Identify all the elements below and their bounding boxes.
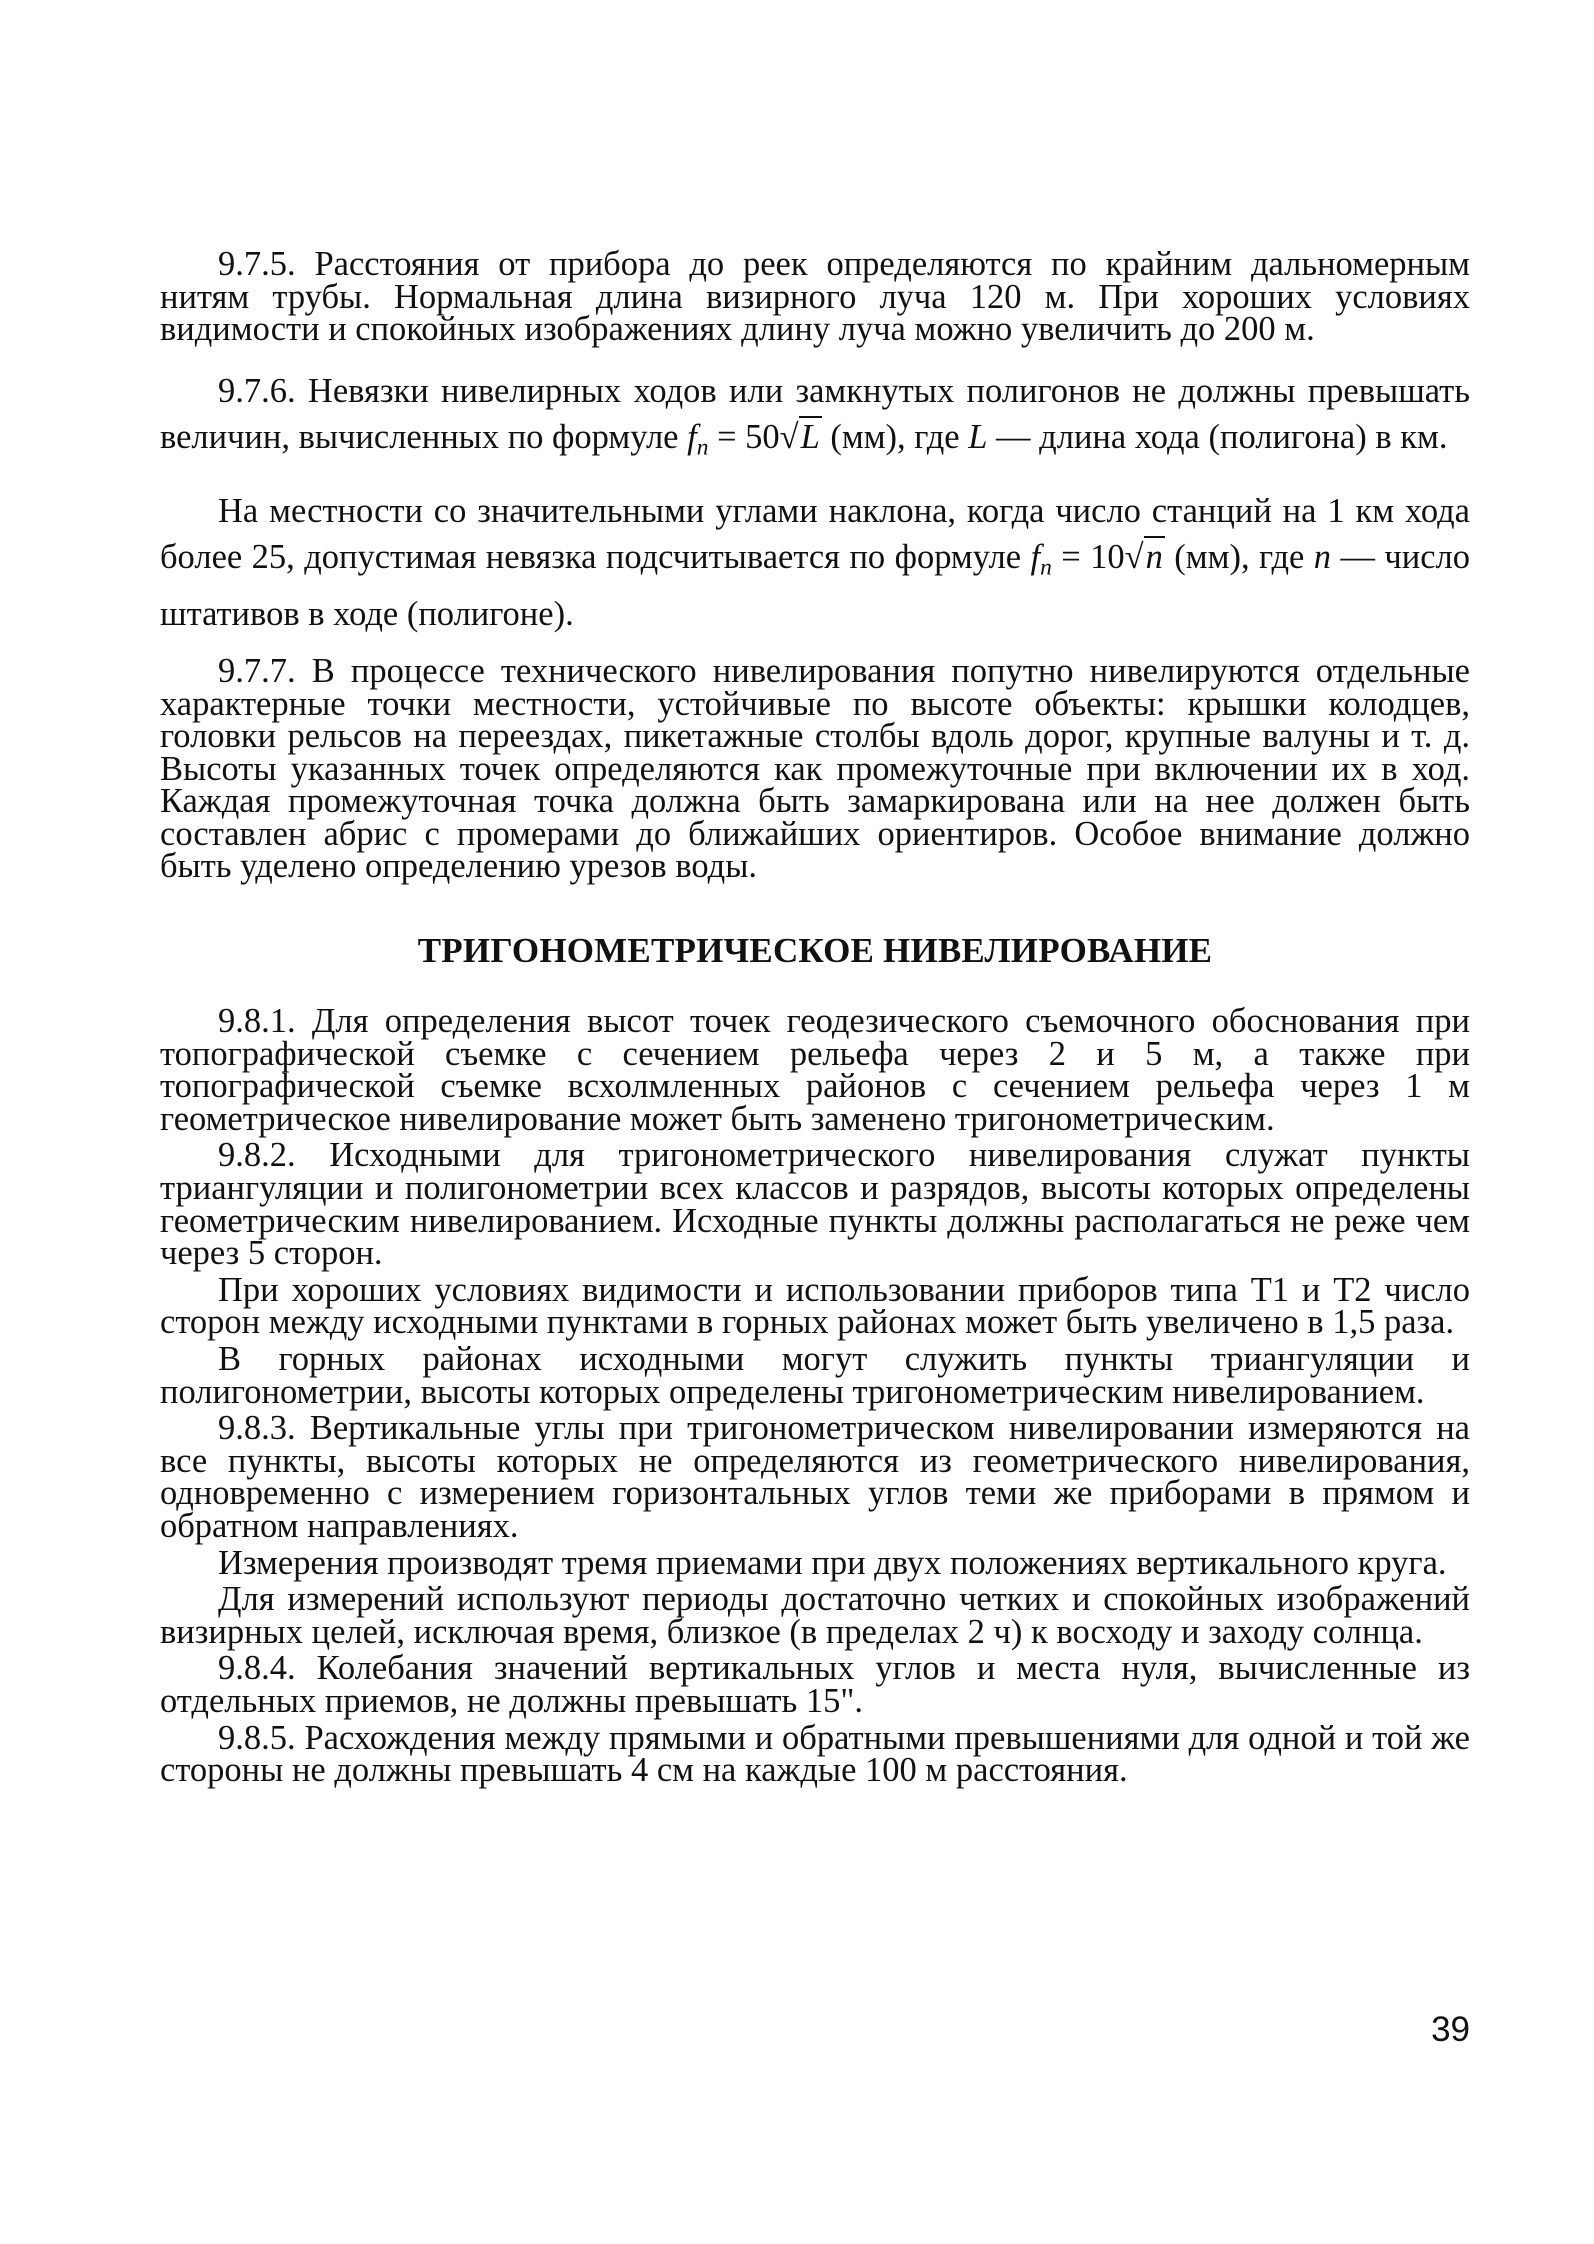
paragraph-9-8-5: 9.8.5. Расхождения между прямыми и обратными превышениями для одной и той же стороны не должны превышать 4 см на каждые 100 м расстояния. — [160, 1718, 1470, 1790]
formula-subscript-n-2: n — [1040, 554, 1052, 581]
page-body — [160, 245, 1470, 1790]
paragraph-9-7-6 — [160, 368, 1470, 471]
paragraph-mountain-text-after: — число штативов в ходе (полигоне). — [160, 538, 1470, 633]
variable-n: n — [1313, 538, 1332, 577]
paragraph-mountain-points: В горных районах исходными могут служить пункты триангуляции и полигонометрии, высоты которых определены тригонометрическим нивелированием. — [160, 1340, 1470, 1411]
paragraph-9-7-7: 9.7.7. В процессе технического нивелирования попутно нивелируются отдельные характерные точки местности, устойчивые по высоте объекты: крышки колодцев, головки рельсов на переездах, пикетажные столбы вдоль дорог, крупные валуны и т. д. Высоты указанных точек определяются как промежуточные при включении их в ход. Каждая промежуточная точка должна быть замаркирована или на нее должен быть составлен абрис с промерами до ближайших ориентиров. Особое внимание должно быть уделено определению урезов воды. — [160, 651, 1470, 886]
radicand-n: n — [1145, 538, 1163, 577]
paragraph-9-7-6-text-after: — длина хода (полигона) в км. — [987, 417, 1448, 456]
variable-l: L — [968, 417, 988, 456]
paragraph-9-8-4: 9.8.4. Колебания значений вертикальных углов и места нуля, вычисленные из отдельных приемов, не должны превышать 15". — [160, 1649, 1470, 1720]
section-heading: ТРИГОНОМЕТРИЧЕСКОЕ НИВЕЛИРОВАНИЕ — [417, 931, 1213, 971]
paragraph-9-8-1: 9.8.1. Для определения высот точек геодезического съемочного обоснования при топографической съемке с сечением рельефа через 2 и 5 м, а также при топографической съемке всхолмленных районов с сечением рельефа через 1 м геометрическое нивелирование может быть заменено тригонометрическим. — [160, 1002, 1470, 1138]
paragraph-mountain-text-middle: (мм), где — [1164, 538, 1314, 577]
formula-fn-10-sqrt-n — [1030, 538, 1164, 581]
paragraph-9-8-3: 9.8.3. Вертикальные углы при тригонометрическом нивелировании измеряются на все пункты, высоты которых не определяются из геометрического нивелирования, одновременно с измерением горизонтальных углов теми же приборами в прямом и обратном направлениях. — [160, 1409, 1470, 1545]
formula-equals-10: = 10 — [1051, 538, 1125, 577]
paragraph-instruments: При хороших условиях видимости и использовании приборов типа Т1 и Т2 число сторон между исходными пунктами в горных районах может быть увеличено в 1,5 раза. — [160, 1270, 1470, 1342]
formula-fn-50-sqrt-l — [687, 417, 822, 461]
paragraph-mountain-text-before: На местности со значительными углами наклона, когда число станций на 1 км хода более 25, допустимая невязка подсчитывается по формуле — [160, 492, 1470, 577]
paragraph-9-7-6-text-before: 9.7.6. Невязки нивелирных ходов или замкнутых полигонов не должны превышать величин, вычисленных по формуле — [160, 371, 1470, 456]
paragraph-measurements: Измерения производят тремя приемами при двух положениях вертикального круга. — [218, 1543, 1447, 1582]
radicand-l: L — [800, 417, 820, 456]
paragraph-observation-periods: Для измерений используют периоды достаточно четких и спокойных изображений визирных целей, исключая время, близкое (в пределах 2 ч) к восходу и заходу солнца. — [160, 1580, 1470, 1651]
formula-equals-50: = 50 — [708, 417, 780, 456]
page-number: 39 — [1431, 2010, 1470, 2049]
paragraph-mountain-formula — [160, 488, 1470, 637]
paragraph-9-7-5: 9.7.5. Расстояния от прибора до реек определяются по крайним дальномерным нитям трубы. Нормальная длина визирного луча 120 м. При хороших условиях видимости и спокойных изображениях длину луча можно увеличить до 200 м. — [160, 245, 1470, 349]
radical-sign-2: √ — [1124, 538, 1144, 577]
formula-subscript-n: n — [696, 434, 709, 461]
square-root — [780, 416, 822, 456]
square-root-2 — [1125, 536, 1165, 576]
paragraph-9-7-6-text-middle: (мм), где — [821, 417, 969, 456]
paragraph-9-8-2: 9.8.2. Исходными для тригонометрического нивелирования служат пункты триангуляции и полигонометрии всех классов и разрядов, высоты которых определены геометрическим нивелированием. Исходные пункты должны располагаться не реже чем через 5 сторон. — [160, 1136, 1470, 1273]
radical-sign: √ — [779, 417, 799, 456]
formula-f-2: f — [1030, 538, 1041, 577]
formula-f: f — [687, 417, 697, 456]
